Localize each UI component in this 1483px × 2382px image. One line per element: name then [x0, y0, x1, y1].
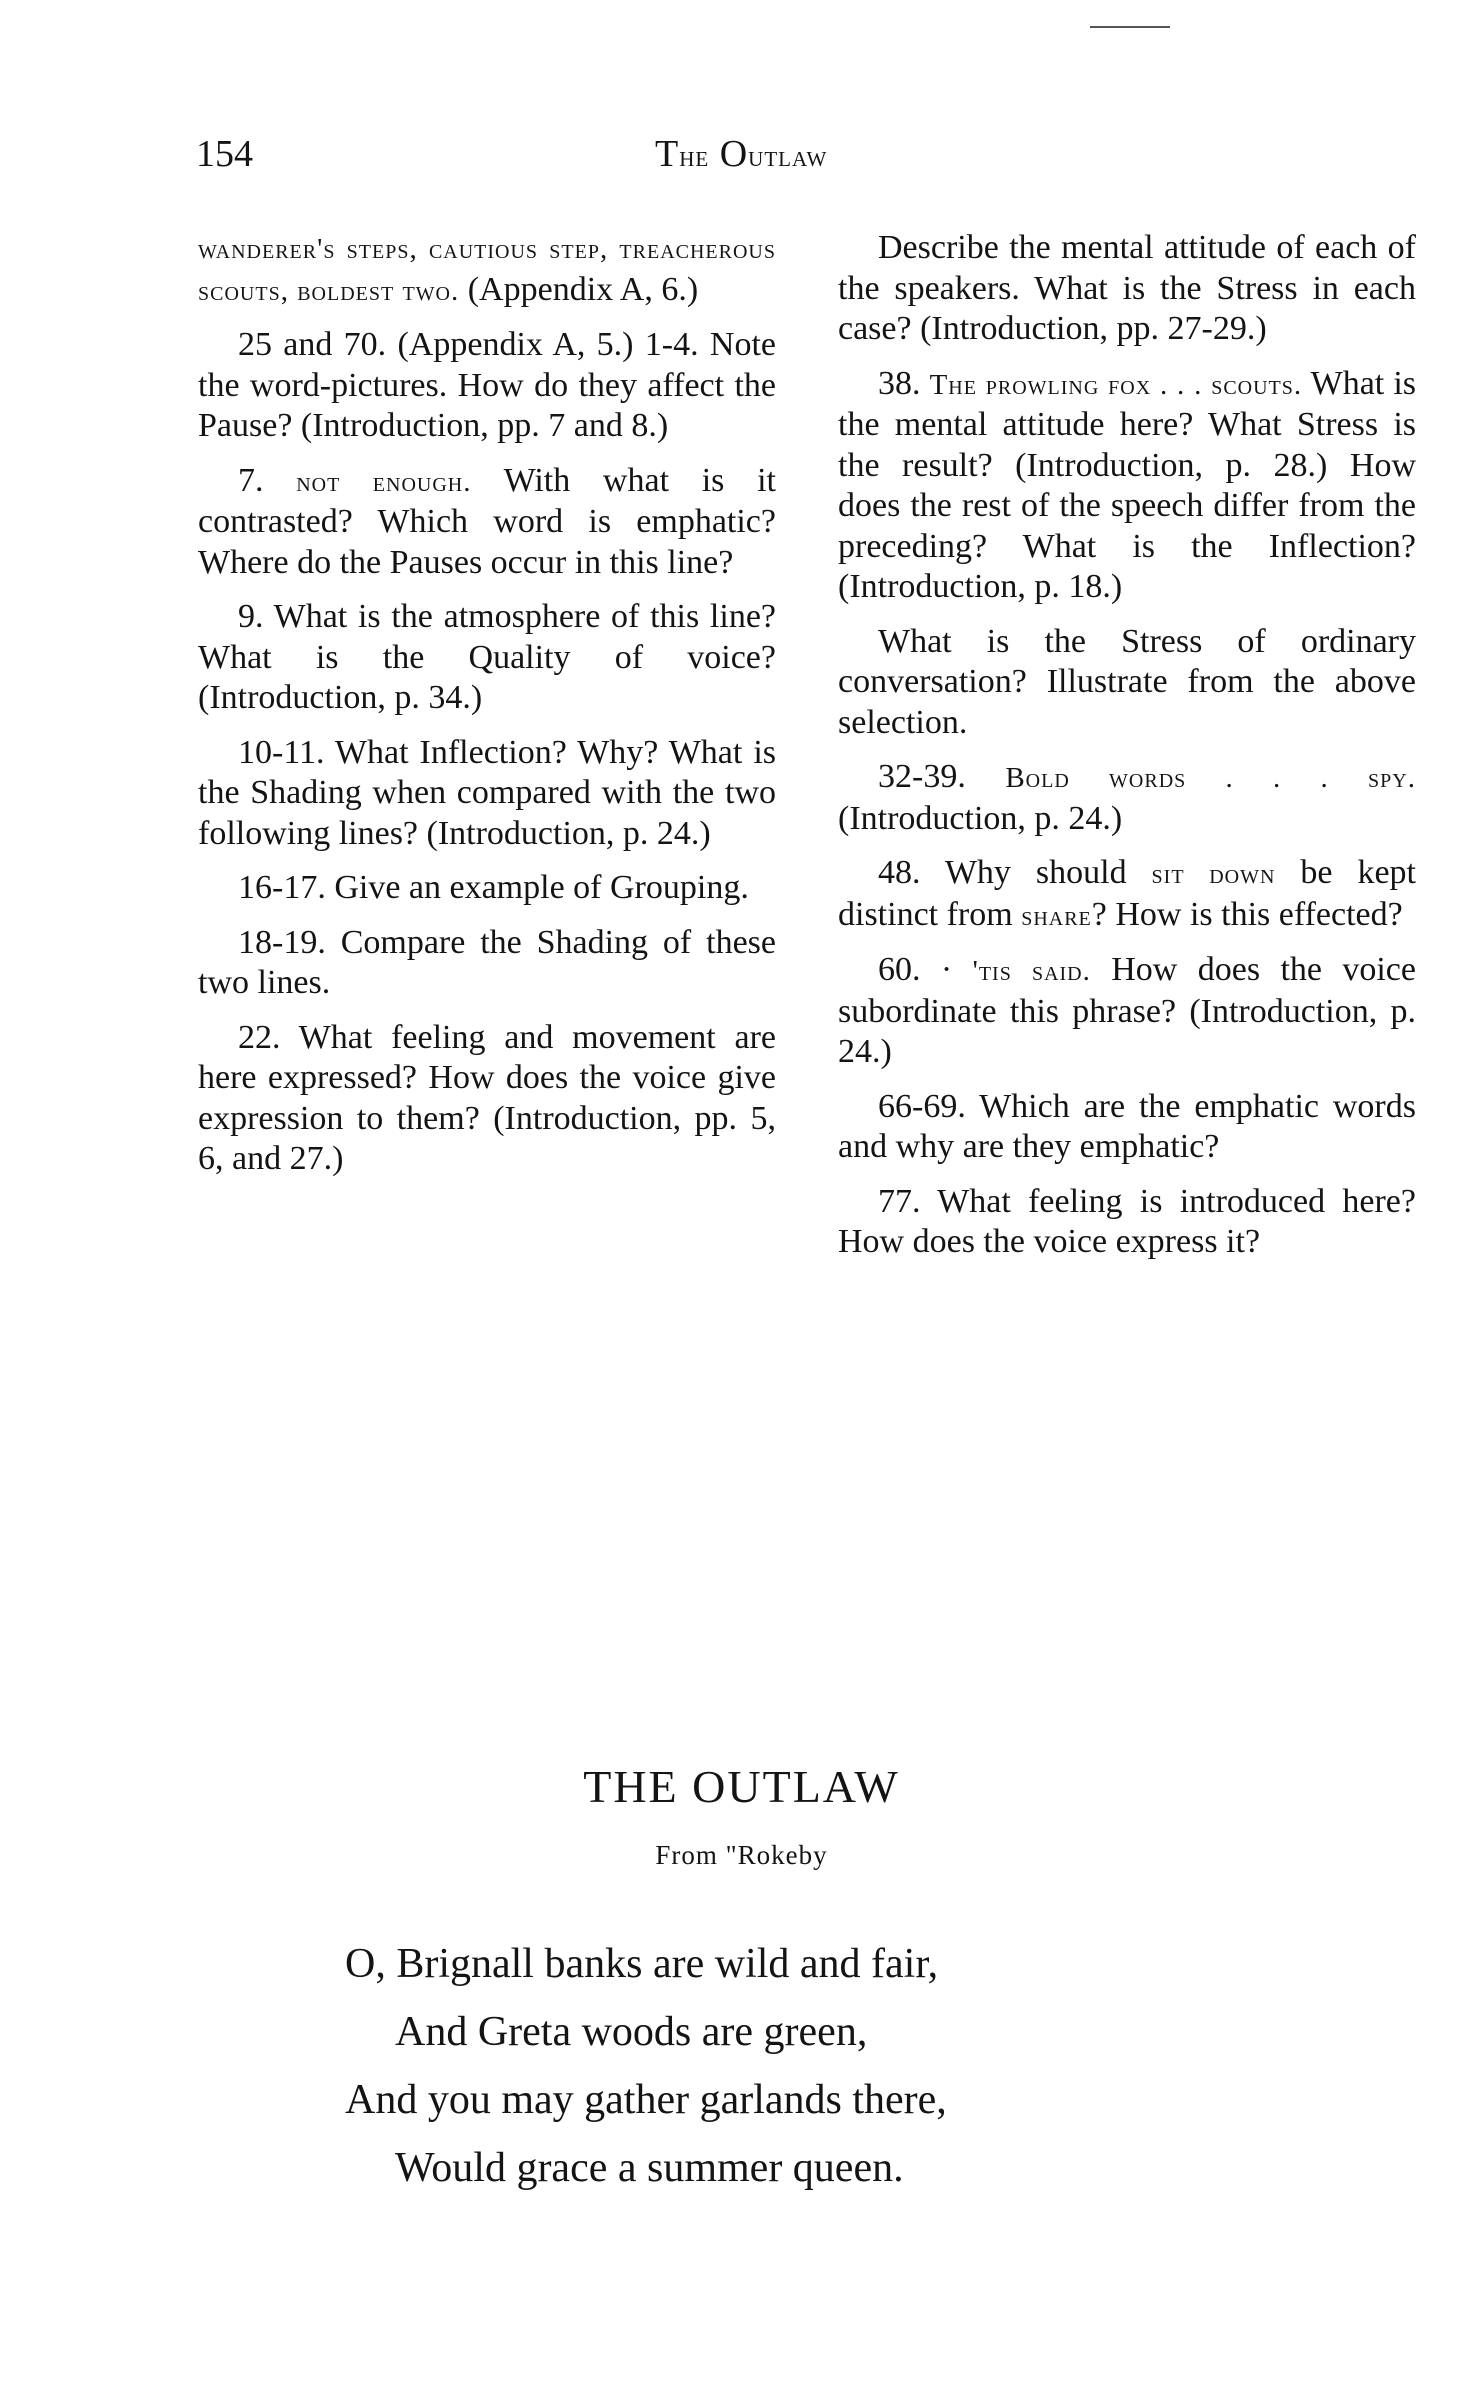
note-text: Describe the mental attitude of each of the speakers. What is the Stress in each case? (Introduction, pp. 27-29.)	[838, 229, 1416, 347]
note-paragraph	[838, 757, 1416, 839]
note-paragraph	[198, 325, 776, 447]
note-paragraph	[198, 461, 776, 584]
left-column	[198, 228, 776, 1194]
note-text: (Introduction, p. 24.)	[838, 799, 1123, 837]
note-num: 32-39.	[878, 758, 1006, 795]
note-paragraph	[198, 1018, 776, 1180]
note-paragraph	[838, 364, 1416, 608]
poem-stanza	[345, 1930, 947, 2202]
note-text: 25 and 70. (Appendix A, 5.) 1-4. Note the word-pictures. How do they affect the Pause? (Introduction, pp. 7 and 8.)	[198, 326, 776, 444]
poem-line: O, Brignall banks are wild and fair,	[345, 1941, 939, 1987]
note-paragraph	[838, 1087, 1416, 1168]
running-title-initial-1: T	[655, 133, 680, 175]
note-paragraph	[198, 733, 776, 855]
note-paragraph	[198, 228, 776, 311]
note-paragraph	[838, 228, 1416, 350]
running-title-initial-2: O	[719, 133, 749, 175]
note-caps: The prowling fox . . . scouts.	[929, 368, 1303, 401]
note-caps: wanderer's steps, cautious step, treacherous scouts, boldest two.	[198, 233, 776, 307]
page-number: 154	[196, 133, 253, 175]
poem-line: Would grace a summer queen.	[395, 2145, 904, 2191]
note-text: (Appendix A, 6.)	[459, 270, 699, 308]
note-text: 66-69. Which are the emphatic words and why are they emphatic?	[838, 1087, 1416, 1165]
note-text: 48. Why should	[878, 854, 1152, 891]
note-paragraph	[838, 1182, 1416, 1263]
note-text: ? How is this effected?	[1091, 895, 1403, 933]
note-text: 9. What is the atmosphere of this line? What is the Quality of voice? (Introduction, p. 34.)	[198, 598, 776, 716]
note-text: What is the Stress of ordinary conversation? Illustrate from the above selection.	[838, 622, 1416, 741]
note-caps: Bold words . . . spy.	[1005, 762, 1416, 794]
note-text: 16-17. Give an example of Grouping.	[238, 869, 749, 906]
top-rule	[1090, 26, 1170, 28]
page-header	[0, 132, 1483, 184]
running-title-rest-2: utlaw	[748, 140, 828, 173]
note-paragraph	[198, 868, 776, 909]
note-paragraph	[198, 597, 776, 719]
note-paragraph	[838, 853, 1416, 936]
poem-title: THE OUTLAW	[583, 1761, 900, 1812]
poem-line: And you may gather garlands there,	[345, 2077, 947, 2123]
right-column	[838, 228, 1416, 1277]
note-num: 7.	[238, 461, 297, 499]
note-caps: 'tis said.	[972, 955, 1091, 987]
note-caps: share	[1021, 899, 1092, 932]
note-num: 60. ·	[878, 951, 973, 988]
note-text: 22. What feeling and movement are here expressed? How does the voice give expression to them? (Introduction, pp. 5, 6, and 27.)	[198, 1018, 776, 1177]
note-num: 38.	[878, 364, 930, 402]
poem-line: And Greta woods are green,	[395, 2009, 868, 2055]
running-title-rest-1: he	[679, 140, 710, 173]
note-text: be kept distinct from	[838, 854, 1416, 933]
note-caps: not enough.	[296, 465, 472, 498]
note-text: 18-19. Compare the Shading of these two lines.	[198, 923, 776, 1001]
poem-source: From "Rokeby	[655, 1840, 828, 1870]
note-text: How does the voice subordinate this phrase? (Introduction, p. 24.)	[838, 951, 1416, 1070]
note-text: 10-11. What Inflection? Why? What is the Shading when compared with the two following lines? (Introduction, p. 24.)	[198, 733, 776, 852]
note-text: 77. What feeling is introduced here? How does the voice express it?	[838, 1182, 1416, 1260]
note-text: What is the mental attitude here? What Stress is the result? (Introduction, p. 28.) How does the rest of the speech differ from the preceding? What is the Inflection? (Introduction, p. 18.)	[838, 364, 1416, 605]
note-paragraph	[838, 622, 1416, 744]
running-title	[655, 132, 827, 176]
note-caps: sit down	[1151, 858, 1276, 890]
note-paragraph	[838, 950, 1416, 1073]
note-paragraph	[198, 923, 776, 1004]
note-text: With what is it contrasted? Which word is emphatic? Where do the Pauses occur in this line?	[198, 461, 777, 581]
